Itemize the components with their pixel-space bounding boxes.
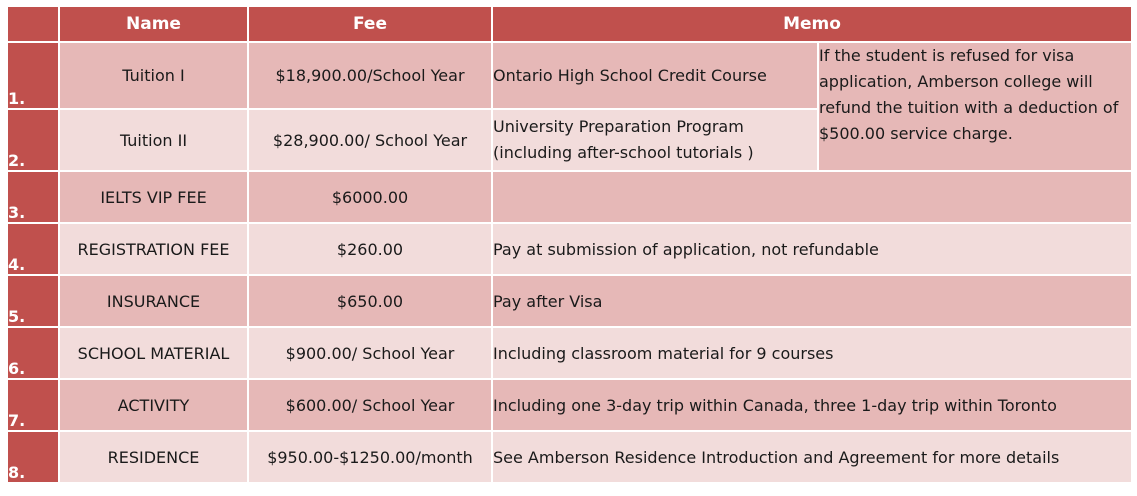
row-number: 2. [7, 109, 59, 171]
row-number: 5. [7, 275, 59, 327]
row-memo [492, 171, 1132, 223]
table-row [7, 327, 1132, 379]
row-fee: $18,900.00/School Year [248, 42, 492, 109]
row-memo [492, 109, 818, 171]
row-fee: $950.00-$1250.00/month [248, 431, 492, 483]
row-number: 6. [7, 327, 59, 379]
row-fee: $6000.00 [248, 171, 492, 223]
row-name: IELTS VIP FEE [59, 171, 248, 223]
row-fee: $650.00 [248, 275, 492, 327]
row-memo: See Amberson Residence Introduction and Agreement for more details [492, 431, 1132, 483]
row-memo: Ontario High School Credit Course [492, 42, 818, 109]
row-memo-line2: (including after-school tutorials ) [493, 143, 754, 162]
row-name: Tuition II [59, 109, 248, 171]
row-name: INSURANCE [59, 275, 248, 327]
row-name: RESIDENCE [59, 431, 248, 483]
header-num [7, 6, 59, 42]
row-number: 1. [7, 42, 59, 109]
fee-table [6, 5, 1133, 484]
row-memo: Pay after Visa [492, 275, 1132, 327]
row-number: 4. [7, 223, 59, 275]
row-fee: $600.00/ School Year [248, 379, 492, 431]
row-fee: $28,900.00/ School Year [248, 109, 492, 171]
table-row [7, 379, 1132, 431]
table-row [7, 223, 1132, 275]
table-row [7, 171, 1132, 223]
header-name: Name [59, 6, 248, 42]
row-memo-line1: University Preparation Program [493, 117, 744, 136]
table-row [7, 42, 1132, 109]
row-number: 7. [7, 379, 59, 431]
row-number: 3. [7, 171, 59, 223]
row-number: 8. [7, 431, 59, 483]
row-fee: $260.00 [248, 223, 492, 275]
table-row [7, 431, 1132, 483]
row-name: ACTIVITY [59, 379, 248, 431]
row-name: REGISTRATION FEE [59, 223, 248, 275]
row-memo: Including one 3-day trip within Canada, three 1-day trip within Toronto [492, 379, 1132, 431]
header-fee: Fee [248, 6, 492, 42]
row-name: SCHOOL MATERIAL [59, 327, 248, 379]
row-name: Tuition I [59, 42, 248, 109]
row-memo: Pay at submission of application, not refundable [492, 223, 1132, 275]
table-row [7, 275, 1132, 327]
row-fee: $900.00/ School Year [248, 327, 492, 379]
row-memo: Including classroom material for 9 courses [492, 327, 1132, 379]
header-memo: Memo [492, 6, 1132, 42]
refund-note: If the student is refused for visa application, Amberson college will refund the tuition with a deduction of $500.00 service charge. [818, 42, 1132, 171]
header-row [7, 6, 1132, 42]
